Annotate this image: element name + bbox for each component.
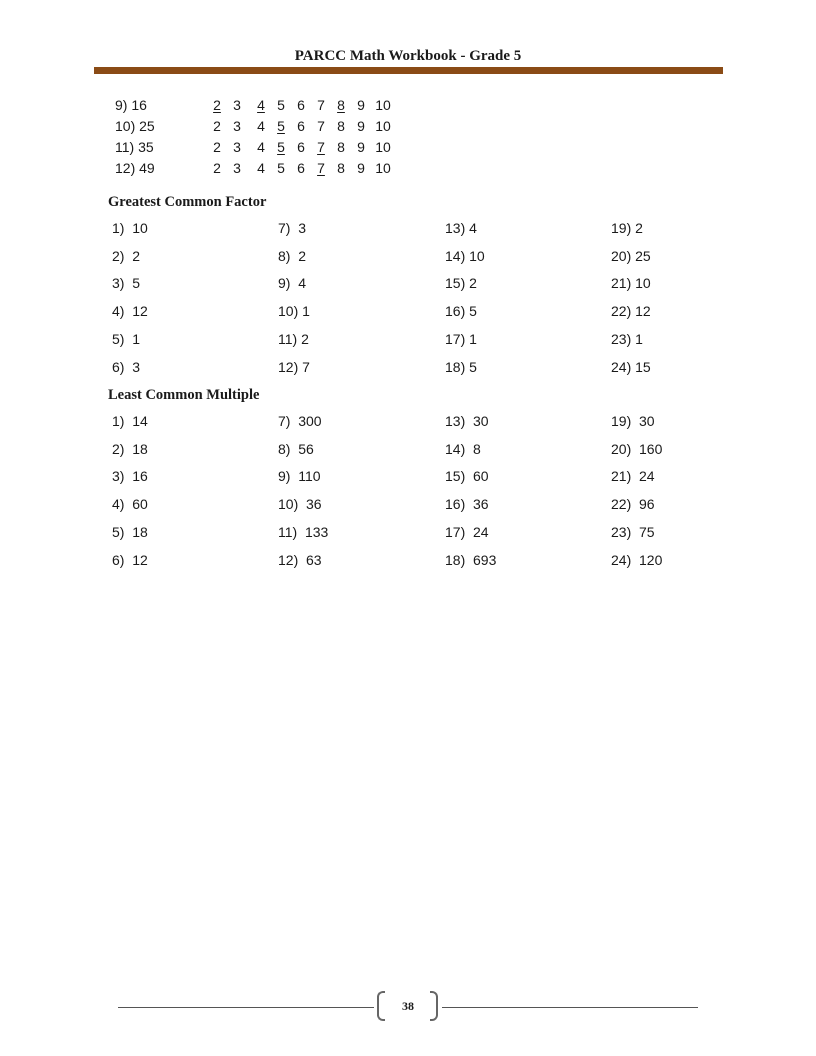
lcm-answer: 16) 36	[445, 496, 489, 513]
gcf-answer: 18) 5	[445, 358, 477, 375]
divisibility-number: 4	[257, 97, 265, 113]
divisibility-number: 10	[375, 118, 391, 134]
gcf-answer: 4) 12	[112, 303, 148, 320]
lcm-section-title: Least Common Multiple	[108, 387, 260, 403]
gcf-answer: 5) 1	[112, 330, 141, 347]
divisibility-row-label: 9) 16	[115, 97, 147, 113]
divisibility-number: 7	[317, 139, 325, 155]
divisibility-number: 6	[297, 97, 305, 113]
lcm-answer: 14) 8	[445, 440, 481, 457]
gcf-answer: 13) 4	[445, 220, 477, 236]
gcf-answer: 12) 7	[278, 358, 310, 375]
lcm-answer: 10) 36	[278, 496, 322, 513]
gcf-answer: 3) 5	[112, 275, 141, 292]
divisibility-number: 9	[357, 118, 365, 134]
lcm-answer: 22) 96	[611, 496, 655, 513]
lcm-answer: 6) 12	[112, 551, 148, 568]
gcf-answer: 14) 10	[445, 247, 485, 264]
gcf-answer: 11) 2	[278, 330, 309, 347]
divisibility-number: 9	[357, 139, 365, 155]
gcf-answer: 16) 5	[445, 303, 477, 320]
divisibility-number: 5	[277, 139, 285, 155]
gcf-answer: 1) 10	[112, 220, 148, 236]
divisibility-number: 8	[337, 118, 345, 134]
lcm-answer: 15) 60	[445, 468, 489, 485]
lcm-answer: 4) 60	[112, 496, 148, 513]
lcm-answer: 19) 30	[611, 413, 655, 429]
lcm-answer: 11) 133	[278, 523, 329, 540]
footer-bracket-right	[430, 991, 438, 1021]
gcf-answer: 6) 3	[112, 358, 141, 375]
page-number: 38	[402, 999, 414, 1013]
footer-bracket-left	[377, 991, 385, 1021]
divisibility-number: 6	[297, 139, 305, 155]
footer-rule-left	[118, 1007, 374, 1008]
divisibility-number: 3	[233, 139, 241, 155]
lcm-answer: 1) 14	[112, 413, 148, 429]
lcm-answer: 2) 18	[112, 440, 148, 457]
lcm-answer: 9) 110	[278, 468, 321, 485]
divisibility-number: 7	[317, 97, 325, 113]
gcf-answer: 15) 2	[445, 275, 477, 292]
divisibility-number: 10	[375, 160, 391, 176]
divisibility-number: 8	[337, 160, 345, 176]
lcm-answer: 24) 120	[611, 551, 663, 568]
divisibility-number: 5	[277, 118, 285, 134]
gcf-answer: 2) 2	[112, 247, 141, 264]
divisibility-number: 3	[233, 160, 241, 176]
divisibility-number: 6	[297, 118, 305, 134]
gcf-answer: 20) 25	[611, 247, 651, 264]
divisibility-number: 2	[213, 160, 221, 176]
gcf-answer: 10) 1	[278, 303, 310, 320]
lcm-answer: 13) 30	[445, 413, 489, 429]
lcm-answer: 7) 300	[278, 413, 322, 429]
gcf-answer: 22) 12	[611, 303, 651, 320]
divisibility-number: 4	[257, 118, 265, 134]
lcm-answer: 8) 56	[278, 440, 314, 457]
footer-rule-right	[442, 1007, 698, 1008]
lcm-answer: 23) 75	[611, 523, 655, 540]
divisibility-number: 2	[213, 97, 221, 113]
divisibility-number: 2	[213, 118, 221, 134]
gcf-section-title: Greatest Common Factor	[108, 194, 267, 210]
header-rule	[94, 67, 723, 74]
page-header-title: PARCC Math Workbook - Grade 5	[294, 48, 522, 64]
divisibility-number: 6	[297, 160, 305, 176]
lcm-answer: 12) 63	[278, 551, 322, 568]
divisibility-number: 3	[233, 118, 241, 134]
lcm-answer: 5) 18	[112, 523, 148, 540]
gcf-answer: 19) 2	[611, 220, 643, 236]
divisibility-number: 10	[375, 139, 391, 155]
divisibility-number: 5	[277, 97, 285, 113]
lcm-answer: 18) 693	[445, 551, 497, 568]
lcm-answer: 17) 24	[445, 523, 489, 540]
divisibility-number: 2	[213, 139, 221, 155]
divisibility-row-label: 10) 25	[115, 118, 155, 134]
divisibility-number: 9	[357, 160, 365, 176]
gcf-answer: 21) 10	[611, 275, 651, 292]
gcf-answer: 24) 15	[611, 358, 651, 375]
divisibility-number: 10	[375, 97, 391, 113]
divisibility-number: 4	[257, 160, 265, 176]
divisibility-number: 3	[233, 97, 241, 113]
divisibility-number: 4	[257, 139, 265, 155]
gcf-answer: 17) 1	[445, 330, 477, 347]
gcf-answer: 23) 1	[611, 330, 643, 347]
divisibility-number: 9	[357, 97, 365, 113]
lcm-answer: 21) 24	[611, 468, 655, 485]
divisibility-row-label: 12) 49	[115, 160, 155, 176]
divisibility-number: 7	[317, 160, 325, 176]
gcf-answer: 8) 2	[278, 247, 307, 264]
divisibility-number: 5	[277, 160, 285, 176]
divisibility-number: 7	[317, 118, 325, 134]
divisibility-row-label: 11) 35	[115, 139, 154, 155]
gcf-answer: 7) 3	[278, 220, 307, 236]
divisibility-number: 8	[337, 97, 345, 113]
lcm-answer: 20) 160	[611, 440, 663, 457]
lcm-answer: 3) 16	[112, 468, 148, 485]
divisibility-number: 8	[337, 139, 345, 155]
gcf-answer: 9) 4	[278, 275, 307, 292]
